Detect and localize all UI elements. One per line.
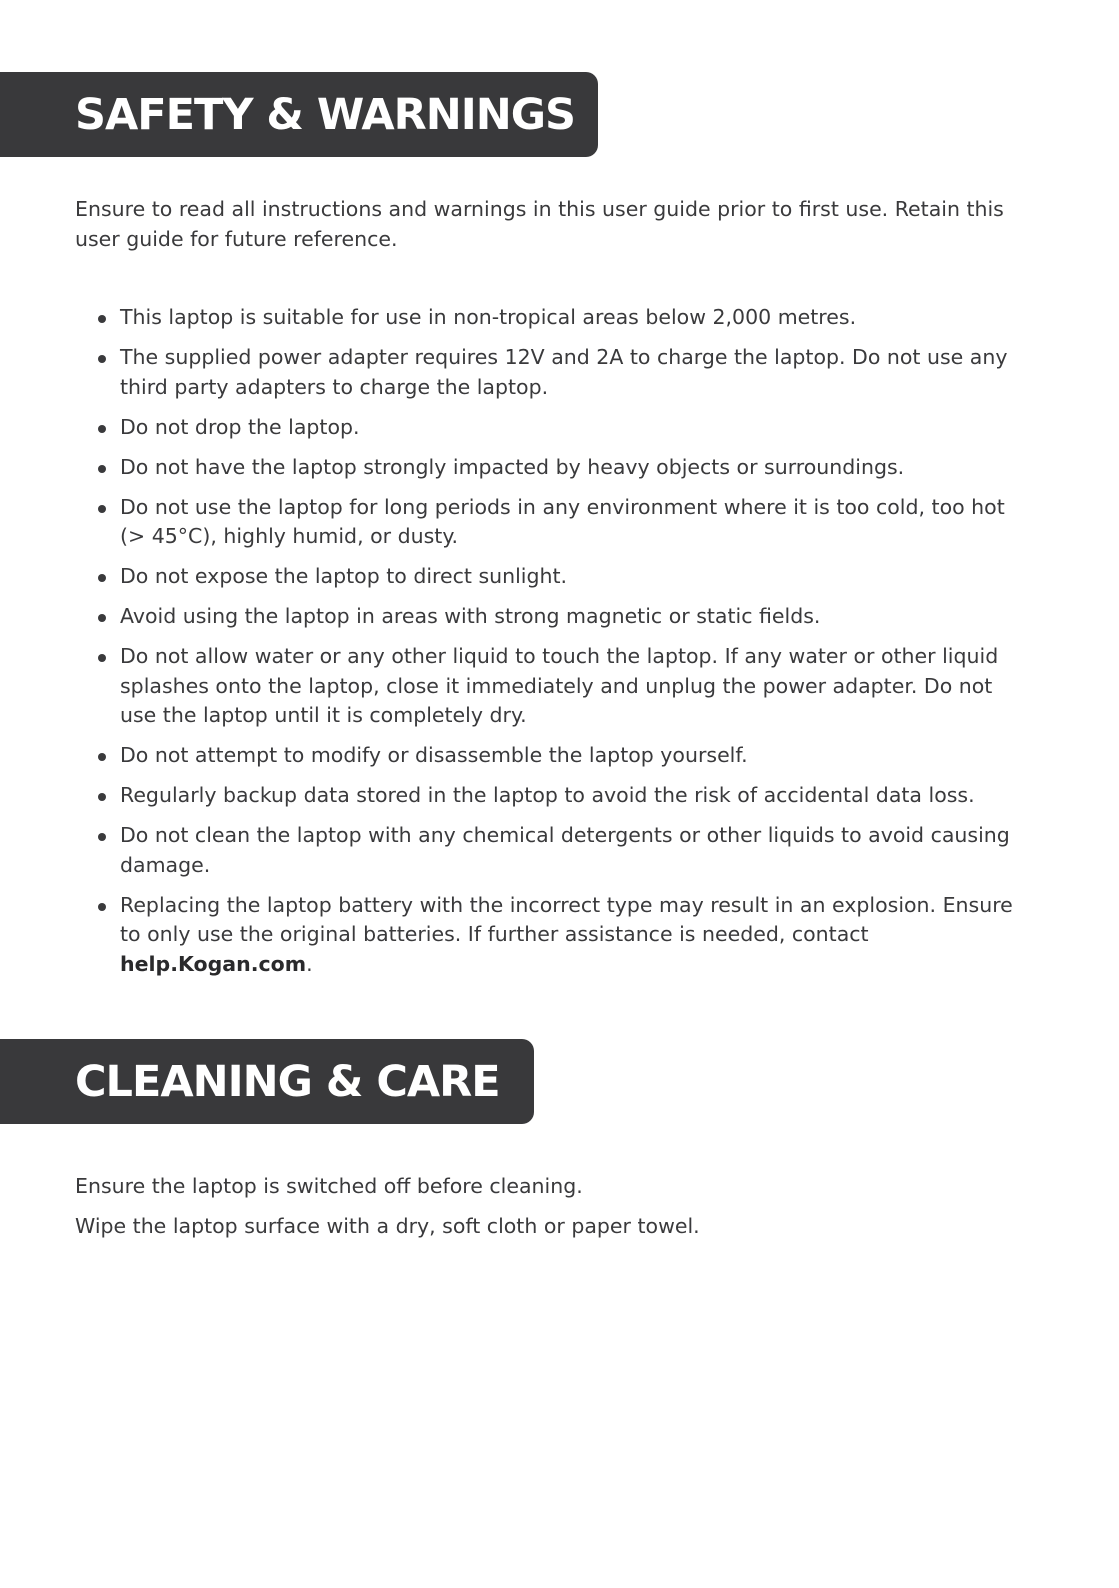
safety-intro-text: Ensure to read all instructions and warnings in this user guide prior to first use. Retain this user guide for future reference. <box>75 197 1004 251</box>
list-item: This laptop is suitable for use in non-tropical areas below 2,000 metres. <box>75 303 1035 333</box>
help-link[interactable]: help.Kogan.com <box>120 951 307 976</box>
bullet-icon <box>98 465 106 473</box>
list-item: Replacing the laptop battery with the incorrect type may result in an explosion. Ensure to only use the original batteries. If further assistance is needed, contact help.Kogan.com. <box>75 891 1035 980</box>
list-item: Do not clean the laptop with any chemical detergents or other liquids to avoid causing damage. <box>75 821 1035 880</box>
bullet-icon <box>98 793 106 801</box>
list-item: Do not use the laptop for long periods in any environment where it is too cold, too hot (> 45°C), highly humid, or dusty. <box>75 493 1035 552</box>
list-item: Do not have the laptop strongly impacted by heavy objects or surroundings. <box>75 453 1035 483</box>
safety-warnings-heading-banner <box>0 72 598 157</box>
safety-warnings-list <box>75 303 1035 990</box>
bullet-icon <box>98 614 106 622</box>
bullet-icon <box>98 654 106 662</box>
list-item: Do not drop the laptop. <box>75 413 1035 443</box>
list-item: The supplied power adapter requires 12V and 2A to charge the laptop. Do not use any third party adapters to charge the laptop. <box>75 343 1035 402</box>
safety-warnings-heading: SAFETY & WARNINGS <box>75 89 576 140</box>
bullet-icon <box>98 425 106 433</box>
bullet-icon <box>98 355 106 363</box>
cleaning-care-text <box>75 1171 1035 1251</box>
list-item: Do not attempt to modify or disassemble the laptop yourself. <box>75 741 1035 771</box>
bullet-icon <box>98 315 106 323</box>
bullet-icon <box>98 903 106 911</box>
bullet-icon <box>98 833 106 841</box>
cleaning-line: Wipe the laptop surface with a dry, soft cloth or paper towel. <box>75 1214 700 1238</box>
bullet-icon <box>98 574 106 582</box>
bullet-icon <box>98 505 106 513</box>
list-item: Regularly backup data stored in the laptop to avoid the risk of accidental data loss. <box>75 781 1035 811</box>
cleaning-line: Ensure the laptop is switched off before cleaning. <box>75 1174 583 1198</box>
cleaning-care-heading-banner <box>0 1039 534 1124</box>
list-item: Avoid using the laptop in areas with strong magnetic or static fields. <box>75 602 1035 632</box>
cleaning-care-heading: CLEANING & CARE <box>75 1056 500 1107</box>
list-item: Do not allow water or any other liquid to touch the laptop. If any water or other liquid splashes onto the laptop, close it immediately and unplug the power adapter. Do not use the laptop until it is completely dry. <box>75 642 1035 731</box>
bullet-icon <box>98 753 106 761</box>
list-item: Do not expose the laptop to direct sunlight. <box>75 562 1035 592</box>
